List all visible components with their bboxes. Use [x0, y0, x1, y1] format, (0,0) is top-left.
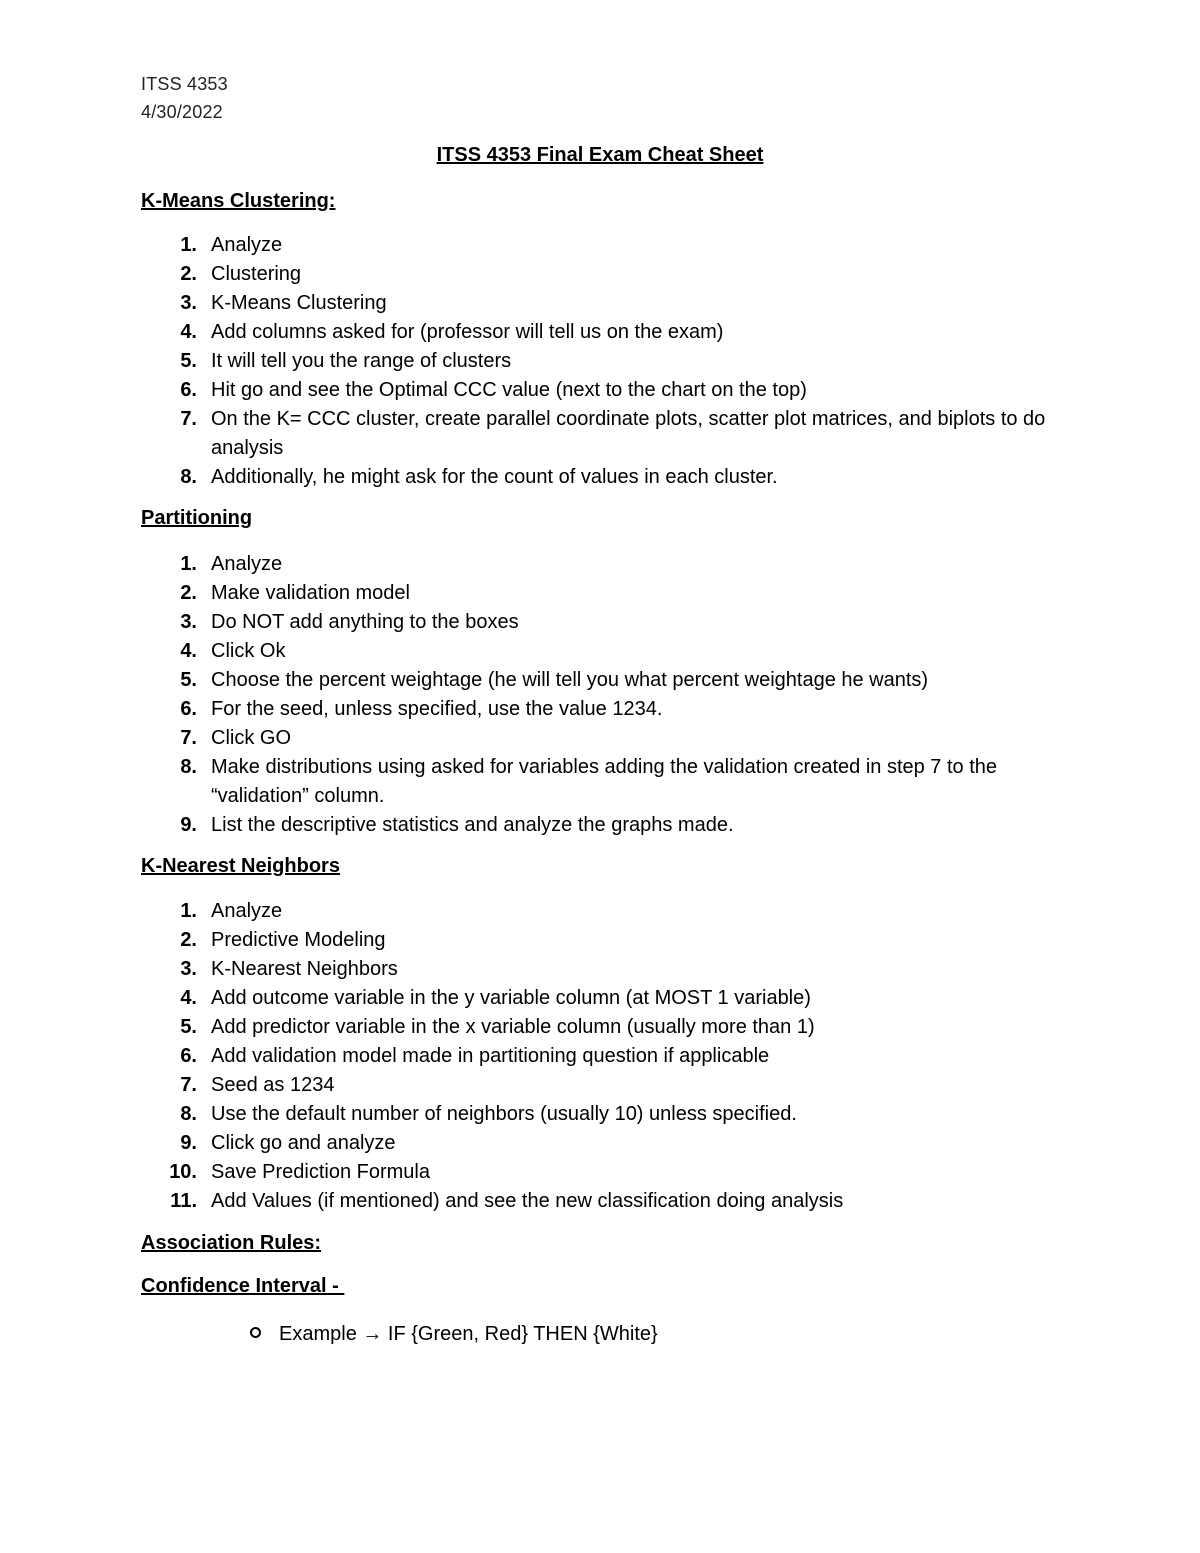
step-number: 5. [180, 1016, 197, 1038]
list-item [141, 724, 1061, 753]
section-heading-association: Association Rules: [141, 1232, 322, 1254]
step-number: 5. [180, 669, 197, 691]
step-text: Clustering [211, 263, 302, 285]
list-item [141, 318, 1061, 347]
list-item [141, 897, 1061, 926]
kmeans-steps-list [141, 231, 1061, 492]
step-number: 1. [180, 234, 197, 256]
list-item [141, 666, 1061, 695]
step-number: 11. [170, 1190, 197, 1212]
list-item [141, 260, 1061, 289]
step-text: K-Nearest Neighbors [211, 958, 398, 980]
list-item [141, 376, 1061, 405]
step-text: Add validation model made in partitioning question if applicable [211, 1045, 770, 1067]
step-text: Additionally, he might ask for the count of values in each cluster. [211, 466, 778, 488]
list-item [141, 463, 1061, 492]
example-text: Example → IF {Green, Red} THEN {White} [279, 1323, 658, 1345]
list-item [141, 637, 1061, 666]
list-item [141, 231, 1061, 260]
step-number: 6. [180, 1045, 197, 1067]
section-heading-knn: K-Nearest Neighbors [141, 855, 340, 877]
list-item [141, 608, 1061, 637]
partitioning-steps-list [141, 550, 1061, 840]
step-number: 1. [180, 900, 197, 922]
step-number: 7. [180, 1074, 197, 1096]
step-number: 3. [180, 292, 197, 314]
step-text: Click go and analyze [211, 1132, 396, 1154]
list-item [141, 1187, 1061, 1216]
step-number: 4. [180, 640, 197, 662]
step-text: Predictive Modeling [211, 929, 386, 951]
step-number: 7. [180, 727, 197, 749]
step-number: 2. [180, 582, 197, 604]
step-number: 7. [180, 408, 197, 430]
section-heading-kmeans: K-Means Clustering: [141, 190, 336, 212]
step-text: Click Ok [211, 640, 286, 662]
list-item [141, 1013, 1061, 1042]
step-number: 1. [180, 553, 197, 575]
step-number: 8. [180, 1103, 197, 1125]
step-text: Seed as 1234 [211, 1074, 335, 1096]
step-text: Add Values (if mentioned) and see the new classification doing analysis [211, 1190, 844, 1212]
step-text: Do NOT add anything to the boxes [211, 611, 519, 633]
step-text: Click GO [211, 727, 291, 749]
list-item [141, 347, 1061, 376]
example-bullet [250, 1320, 658, 1349]
list-item [141, 1129, 1061, 1158]
list-item [141, 579, 1061, 608]
step-text: Make distributions using asked for variables adding the validation created in step 7 to the “validation” column. [211, 756, 998, 807]
list-item [141, 1071, 1061, 1100]
step-number: 6. [180, 379, 197, 401]
step-number: 9. [180, 1132, 197, 1154]
step-text: Add columns asked for (professor will tell us on the exam) [211, 321, 724, 343]
hollow-circle-bullet-icon [250, 1327, 261, 1338]
step-number: 4. [180, 987, 197, 1009]
course-code: ITSS 4353 [141, 74, 228, 94]
list-item [141, 926, 1061, 955]
step-text: Choose the percent weightage (he will tell you what percent weightage he wants) [211, 669, 929, 691]
list-item [141, 695, 1061, 724]
step-text: It will tell you the range of clusters [211, 350, 512, 372]
step-text: Analyze [211, 234, 283, 256]
section-heading-partitioning: Partitioning [141, 507, 253, 529]
list-item [141, 1100, 1061, 1129]
knn-steps-list [141, 897, 1061, 1216]
step-text: K-Means Clustering [211, 292, 387, 314]
list-item [141, 1158, 1061, 1187]
step-text: Use the default number of neighbors (usually 10) unless specified. [211, 1103, 797, 1125]
step-text: Analyze [211, 553, 283, 575]
step-text: Add predictor variable in the x variable column (usually more than 1) [211, 1016, 815, 1038]
list-item [141, 753, 1061, 811]
list-item [141, 955, 1061, 984]
list-item [141, 984, 1061, 1013]
step-text: Hit go and see the Optimal CCC value (next to the chart on the top) [211, 379, 807, 401]
document-date: 4/30/2022 [141, 102, 223, 122]
step-number: 8. [180, 756, 197, 778]
step-text: For the seed, unless specified, use the value 1234. [211, 698, 663, 720]
step-text: Analyze [211, 900, 283, 922]
step-number: 3. [180, 611, 197, 633]
step-number: 4. [180, 321, 197, 343]
step-number: 9. [180, 814, 197, 836]
step-number: 8. [180, 466, 197, 488]
section-heading-confidence: Confidence Interval - [141, 1275, 345, 1297]
step-text: List the descriptive statistics and analyze the graphs made. [211, 814, 734, 836]
step-number: 2. [180, 263, 197, 285]
step-text: Make validation model [211, 582, 410, 604]
step-text: Add outcome variable in the y variable column (at MOST 1 variable) [211, 987, 811, 1009]
list-item [141, 811, 1061, 840]
step-number: 5. [180, 350, 197, 372]
list-item [141, 289, 1061, 318]
list-item [141, 405, 1061, 463]
document-title: ITSS 4353 Final Exam Cheat Sheet [436, 144, 764, 166]
step-number: 10. [169, 1161, 197, 1183]
step-text: On the K= CCC cluster, create parallel coordinate plots, scatter plot matrices, and biplots to do analysis [211, 408, 1046, 459]
step-number: 3. [180, 958, 197, 980]
list-item [141, 1042, 1061, 1071]
step-number: 2. [180, 929, 197, 951]
list-item [141, 550, 1061, 579]
step-number: 6. [180, 698, 197, 720]
step-text: Save Prediction Formula [211, 1161, 430, 1183]
